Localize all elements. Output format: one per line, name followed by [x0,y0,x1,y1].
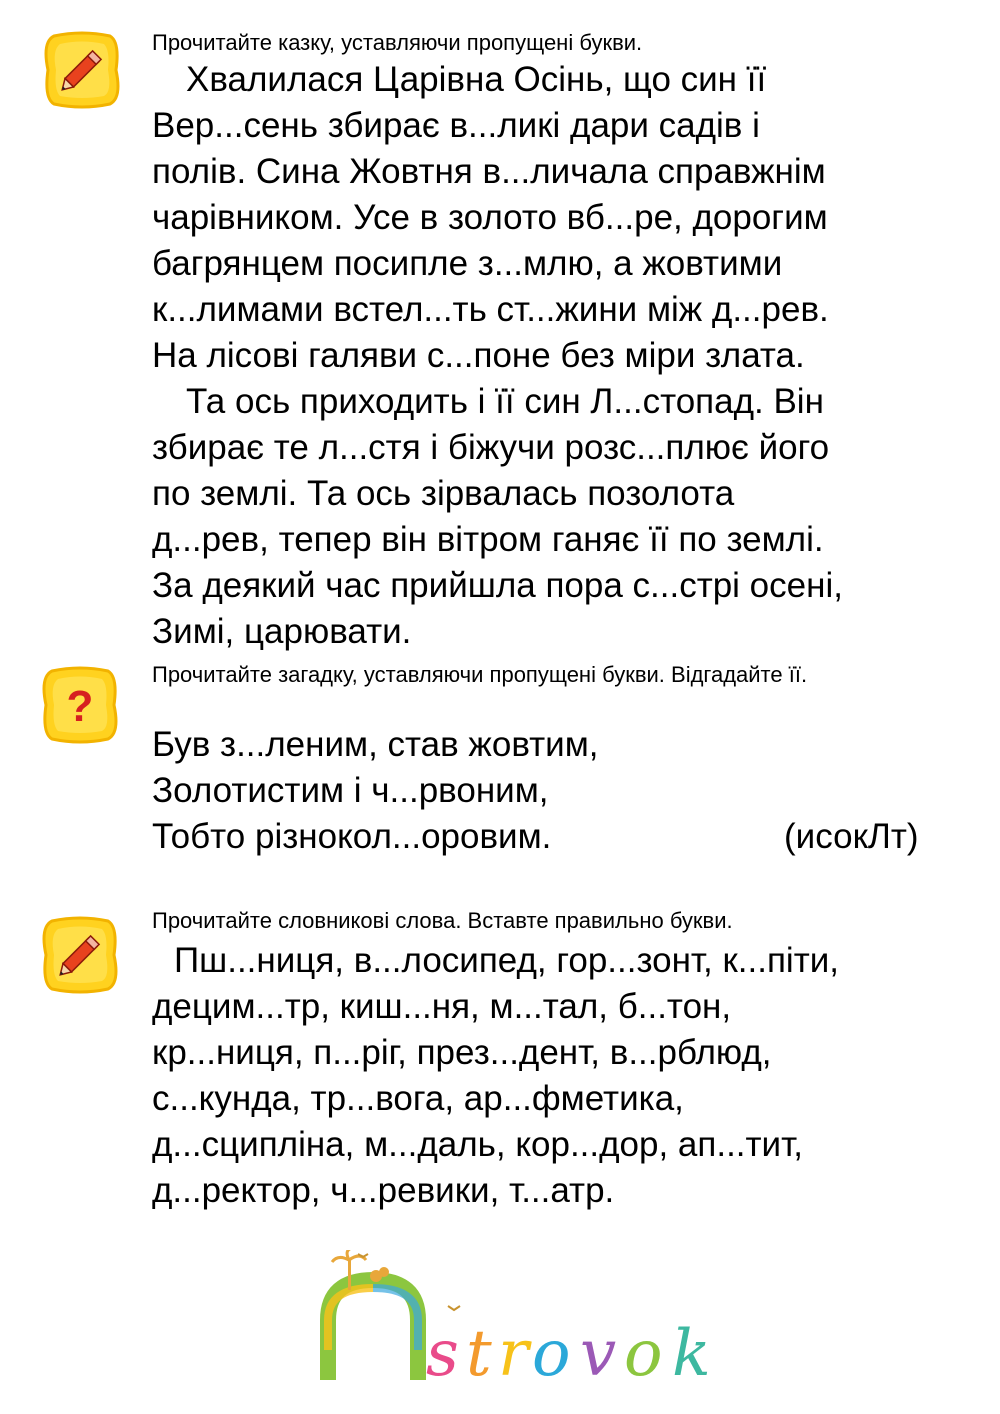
text-line: Вер...сень збирає в...ликі дари садів і [152,106,760,145]
vocabulary-text [152,938,839,1214]
svg-text:r: r [498,1317,529,1390]
riddle-line: Золотистим і ч...рвоним, [152,771,549,810]
text-line: д...рев, тепер він вітром ганяє її по землі. [152,520,824,559]
svg-text:?: ? [66,682,94,731]
text-line: по землі. Та ось зірвалась позолота [152,474,735,513]
text-line: За деякий час прийшла пора с...стрі осені, [152,566,843,605]
text-line: багрянцем посипле з...млю, а жовтими [152,244,783,283]
riddle-line-text: Тобто різнокол...оровим. [152,817,552,856]
ostrovok-logo [318,1250,758,1390]
task3-instruction: Прочитайте словникові слова. Вставте правильно букви. [152,908,733,933]
riddle-line: Був з...леним, став жовтим, [152,725,599,764]
question-mark-icon [40,665,120,745]
text-line: На лісові галяви с...поне без міри злата. [152,336,805,375]
text-line: збирає те л...стя і біжучи розс...плює його [152,428,830,467]
text-line: к...лимами встел...ть ст...жини між д...рев. [152,290,829,329]
riddle-line [152,814,919,860]
vocab-line: децим...тр, киш...ня, м...тал, б...тон, [152,987,732,1026]
svg-text:o: o [624,1317,663,1390]
pencil-icon [40,915,120,995]
task1-instruction: Прочитайте казку, уставляючи пропущені букви. [152,30,643,55]
pencil-icon [42,30,122,110]
text-line: Та ось приходить і її син Л...стопад. Він [186,382,824,421]
svg-text:o: o [532,1317,571,1390]
vocab-line: с...кунда, тр...вога, ар...фметика, [152,1079,684,1118]
svg-text:k: k [672,1317,711,1390]
text-line: чарівником. Усе в золото вб...ре, дорогим [152,198,828,237]
vocab-line: д...ректор, ч...ревики, т...атр. [152,1171,615,1210]
fairy-tale-text [152,57,843,655]
svg-text:s: s [426,1317,459,1390]
vocab-line: кр...ниця, п...ріг, през...дент, в...рблюд, [152,1033,772,1072]
vocab-line: Пш...ниця, в...лосипед, гор...зонт, к...піти, [174,941,840,980]
task2-instruction: Прочитайте загадку, уставляючи пропущені букви. Відгадайте її. [152,662,808,687]
vocab-line: д...сципліна, м...даль, кор...дор, ап...тит, [152,1125,803,1164]
svg-text:t: t [466,1317,492,1390]
text-line: Зимі, царювати. [152,612,412,651]
text-line: Хвалилася Царівна Осінь, що син її [186,60,767,99]
pencil-badge-icon [42,30,122,110]
svg-text:v: v [580,1317,617,1390]
logo-image [318,1250,758,1390]
riddle-text [152,722,919,860]
pencil-badge-icon [40,915,120,995]
riddle-answer: (исокЛт) [784,817,919,856]
text-line: полів. Сина Жовтня в...личала справжнім [152,152,826,191]
question-badge-icon [40,665,120,745]
